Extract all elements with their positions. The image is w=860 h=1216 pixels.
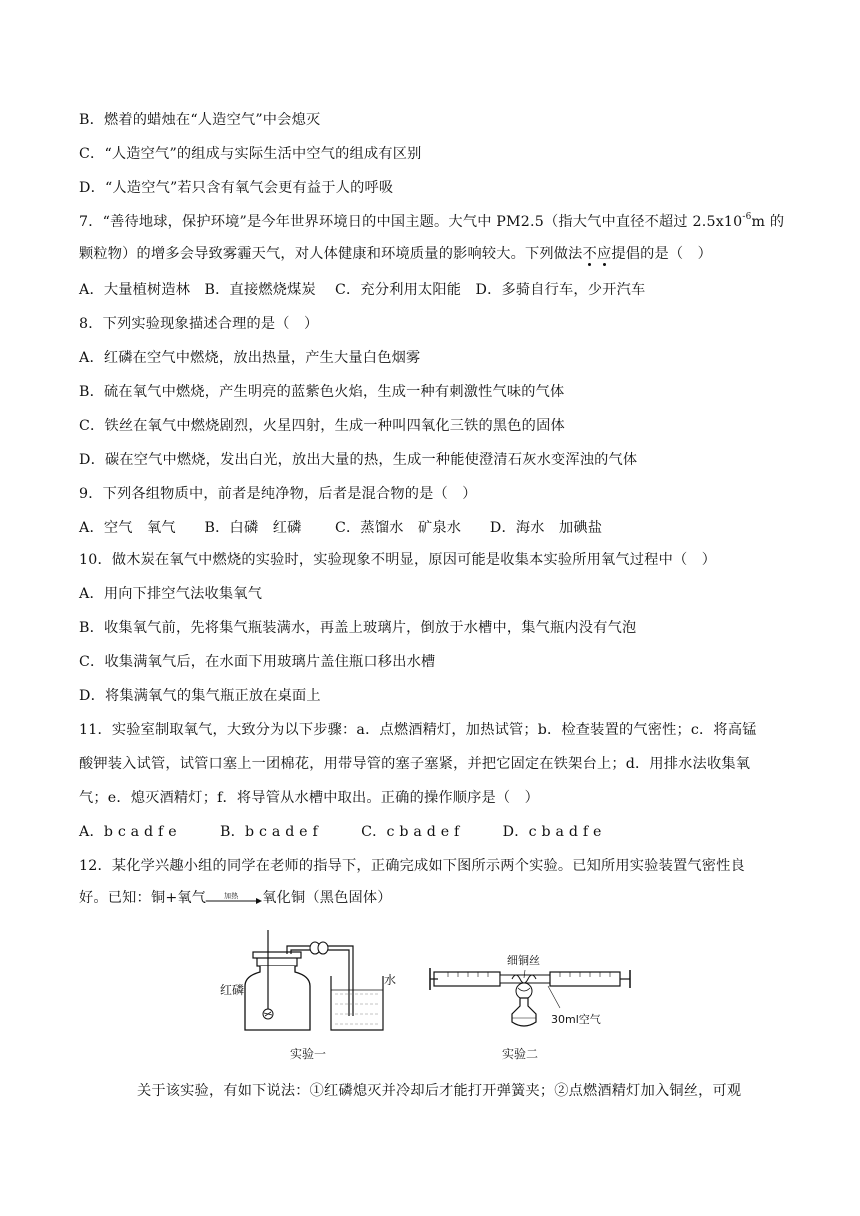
water-label: 水 bbox=[384, 973, 397, 987]
q10-option-d: D．将集满氧气的集气瓶正放在桌面上 bbox=[79, 688, 321, 704]
emphasis-dot-char: 应 bbox=[596, 246, 612, 262]
q10-stem: 10．做木炭在氧气中燃烧的实验时，实验现象不明显，原因可能是收集本实验所用氧气过程中（ ） bbox=[79, 552, 717, 568]
q12-stem-line2: 好。已知：铜+氧气 加热 氧化铜（黑色固体） bbox=[79, 890, 392, 906]
q6-option-b: B．燃着的蜡烛在“人造空气”中会熄灭 bbox=[79, 112, 321, 128]
q8-option-d: D．碳在空气中燃烧，发出白光，放出大量的热，生成一种能使澄清石灰水变浑浊的气体 bbox=[79, 452, 638, 468]
q9-options: A．空气 氧气 B．白磷 红磷 C．蒸馏水 矿泉水 D．海水 加碘盐 bbox=[79, 520, 603, 536]
q8-option-a: A．红磷在空气中燃烧，放出热量，产生大量白色烟雾 bbox=[79, 350, 421, 366]
q10-option-c: C．收集满氧气后，在水面下用玻璃片盖住瓶口移出水槽 bbox=[79, 654, 436, 670]
q7-stem-line1: 7．“善待地球，保护环境”是今年世界环境日的中国主题。大气中 PM2.5（指大气中直径不超过 $2.5x10^{-6}m$ 的 bbox=[79, 212, 785, 230]
q12-stem-line1: 12．某化学兴趣小组的同学在老师的指导下，正确完成如下图所示两个实验。已知所用实验装置气密性良 bbox=[79, 858, 745, 874]
emphasis-dot-char: 不 bbox=[582, 246, 597, 262]
experiment-two-caption: 实验二 bbox=[502, 1047, 539, 1061]
experiment-two-diagram bbox=[428, 958, 638, 1040]
q11-stem-line3: 气；e．熄灭酒精灯；f．将导管从水槽中取出。正确的操作顺序是（ ） bbox=[79, 790, 540, 806]
air-volume-label: 30ml空气 bbox=[551, 1013, 601, 1026]
red-phosphorus-label: 红磷 bbox=[220, 983, 245, 997]
q10-option-b: B．收集氧气前，先将集气瓶装满水，再盖上玻璃片，倒放于水槽中，集气瓶内没有气泡 bbox=[79, 620, 637, 636]
copper-wire-label: 细铜丝 bbox=[507, 954, 540, 967]
q8-stem: 8．下列实验现象描述合理的是（ ） bbox=[79, 316, 319, 332]
q8-option-b: B．硫在氧气中燃烧，产生明亮的蓝紫色火焰，生成一种有刺激性气味的气体 bbox=[79, 384, 565, 400]
q6-option-c: C．“人造空气”的组成与实际生活中空气的组成有区别 bbox=[79, 146, 422, 162]
q12-statements-line: 关于该实验，有如下说法：①红磷熄灭并冷却后才能打开弹簧夹；②点燃酒精灯加入铜丝，可观 bbox=[137, 1083, 742, 1099]
q11-stem-line1: 11．实验室制取氧气，大致分为以下步骤：a．点燃酒精灯，加热试管；b．检查装置的气密性；c．将高锰 bbox=[79, 722, 757, 738]
q10-option-a: A．用向下排空气法收集氧气 bbox=[79, 586, 263, 602]
q9-stem: 9．下列各组物质中，前者是纯净物，后者是混合物的是（ ） bbox=[79, 486, 477, 502]
q7-stem-line2: 颗粒物）的增多会导致雾霾天气，对人体健康和环境质量的影响较大。下列做法不应提倡的是（ ） bbox=[79, 246, 713, 262]
q11-options: A．b c a d f e B．b c a d e f C．c b a d e f D．c b a d f e bbox=[79, 824, 602, 840]
experiment-one-caption: 实验一 bbox=[290, 1047, 327, 1061]
q6-option-d: D．“人造空气”若只含有氧气会更有益于人的呼吸 bbox=[79, 180, 394, 196]
experiment-one-diagram bbox=[215, 920, 385, 1040]
q7-options: A．大量植树造林 B．直接燃烧煤炭 C．充分利用太阳能 D．多骑自行车，少开汽车 bbox=[79, 282, 646, 298]
q11-stem-line2: 酸钾装入试管，试管口塞上一团棉花，用带导管的塞子塞紧，并把它固定在铁架台上；d．用排水法收集氧 bbox=[79, 756, 751, 772]
reaction-arrow: 加热 bbox=[206, 888, 262, 908]
q8-option-c: C．铁丝在氧气中燃烧剧烈，火星四射，生成一种叫四氧化三铁的黑色的固体 bbox=[79, 418, 565, 434]
